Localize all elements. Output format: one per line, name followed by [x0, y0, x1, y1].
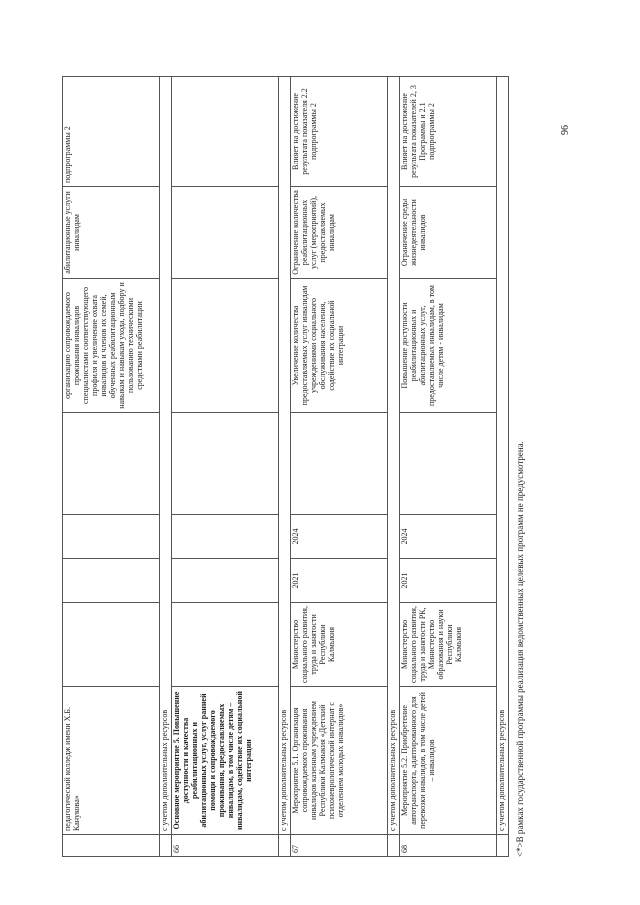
- empty-cell: [63, 413, 160, 515]
- table-row: [160, 77, 172, 857]
- table-row: [171, 77, 278, 857]
- table-row: [399, 77, 496, 857]
- table-row: [387, 77, 399, 857]
- consequences: Ограничение количества реабилитационных услуг (мероприятий), предоставляемых инвалидам: [290, 187, 387, 279]
- measure-name: Мероприятие 5.2. Приобретение автотранспорта, адаптированного для перевозки инвалидов, в том числе детей – инвалидов: [399, 687, 496, 835]
- link-to-indicators: Влияет на достижение результата показателя 2.2 подпрограммы 2: [290, 77, 387, 187]
- consequences: абилитационные услуги инвалидам: [63, 187, 160, 279]
- additional-resources-label: с учетом дополнительных ресурсов: [387, 77, 399, 835]
- expected-result: организацию сопровождаемого проживания инвалидов специалистами соответствующего профиля и увеличение охвата инвалидов и членов их семей, обученных реабилитационным навыкам и навыкам ухода, подбору и пользованию техническими средствами реабилитации: [63, 279, 160, 413]
- row-number: [63, 835, 160, 857]
- row-number: 68: [399, 835, 496, 857]
- footnote: <*>В рамках государственной программы реализация ведомственных целевых программ не предусмотрена.: [515, 441, 525, 857]
- measure-name: Основное мероприятие 5. Повышение доступности и качества реабилитационных и абилитационных услуг, услуг ранней помощи и сопровождаемого проживания, предоставляемых инвалидам, в том числе детям – инвалидам, содействие их социальной интеграции: [171, 687, 278, 835]
- table-row: [63, 77, 160, 857]
- additional-resources-label: с учетом дополнительных ресурсов: [160, 77, 172, 835]
- rotated-page: [0, 55, 580, 905]
- measure-name: Мероприятие 5.1. Организация сопровождаемого проживания инвалидов казенным учреждением Республики Калмыкия «Детский психоневрологический интернат с отделением молодых инвалидов»: [290, 687, 387, 835]
- executor: [63, 603, 160, 687]
- page-number: 96: [560, 125, 571, 135]
- link-to-indicators: Влияет на достижение результата показателей 2, 3 Программы и 2.1 подпрограммы 2: [399, 77, 496, 187]
- expected-result: Повышение доступности реабилитационных и абилитационных услуг, предоставляемых инвалидам, в том числе детям - инвалидам: [399, 279, 496, 413]
- link-to-indicators: подпрограммы 2: [63, 77, 160, 187]
- measure-name: педагогический колледж имени Х.Б. Канукова»: [63, 687, 160, 835]
- additional-resources-label: с учетом дополнительных ресурсов: [278, 77, 290, 835]
- table-row: [290, 77, 387, 857]
- start-year: 2021: [399, 559, 496, 603]
- program-table: [62, 76, 509, 857]
- table-row: [496, 77, 508, 857]
- start-year: 2021: [290, 559, 387, 603]
- end-year: [63, 515, 160, 559]
- end-year: 2024: [399, 515, 496, 559]
- row-number: 67: [290, 835, 387, 857]
- consequences: Ограничение среды жизнедеятельности инвалидов: [399, 187, 496, 279]
- expected-result: Увеличение количества предоставляемых услуг инвалидам учреждениями социального обслуживания населения, содействие их социальной интеграции: [290, 279, 387, 413]
- executor: Министерство социального развития, труда и занятости Республики Калмыкия: [290, 603, 387, 687]
- table-row: [278, 77, 290, 857]
- row-number: 66: [171, 835, 278, 857]
- start-year: [63, 559, 160, 603]
- executor: Министерство социального развития, труда и занятости РК, Министерство образования и науки Республики Калмыкия: [399, 603, 496, 687]
- additional-resources-label: с учетом дополнительных ресурсов: [496, 77, 508, 835]
- end-year: 2024: [290, 515, 387, 559]
